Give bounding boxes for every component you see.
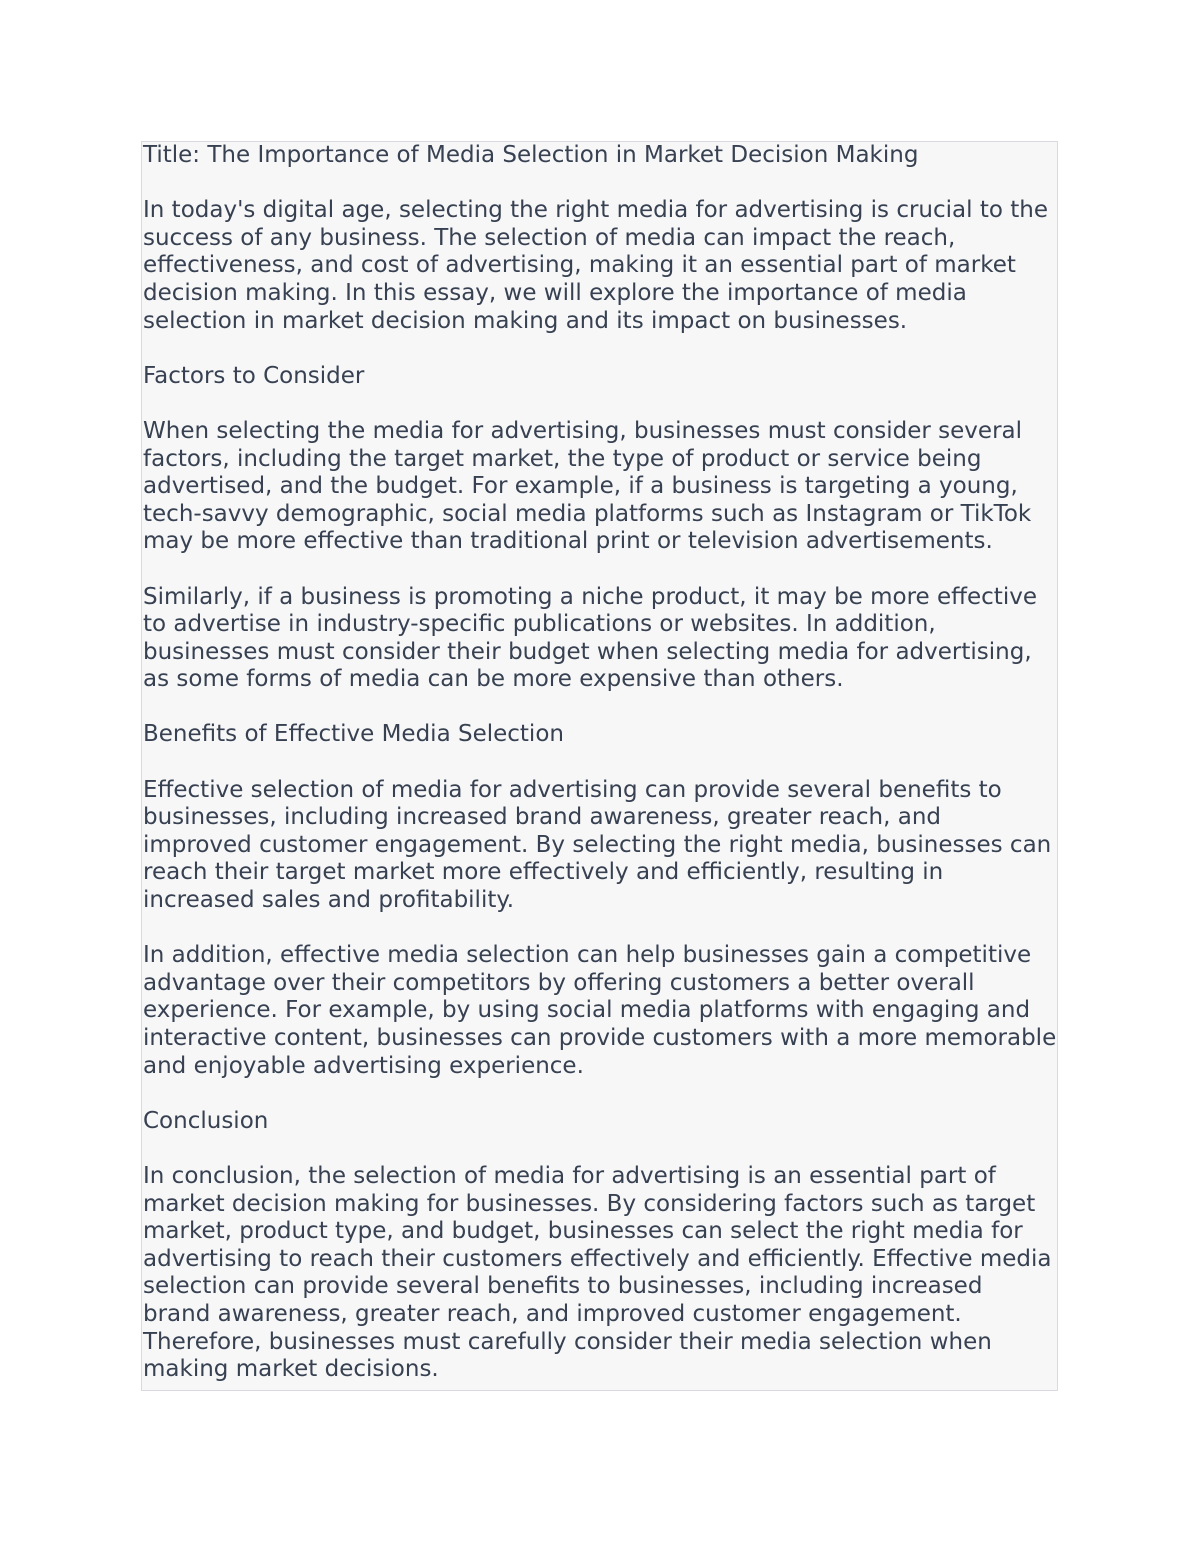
essay-title: Title: The Importance of Media Selection in Market Decision Making [143, 142, 919, 168]
factors-paragraph-2: Similarly, if a business is promoting a niche product, it may be more effective to advertise in industry-specific publications or websites. In addition, businesses must consider their budget when selecting media for advertising, as some forms of media can be more expensive than others. [143, 583, 1037, 693]
essay-intro-paragraph: In today's digital age, selecting the right media for advertising is crucial to the success of any business. The selection of media can impact the reach, effectiveness, and cost of advertising, making it an essential part of market decision making. In this essay, we will explore the importance of media selection in market decision making and its impact on businesses. [143, 197, 1048, 334]
section-heading-conclusion: Conclusion [143, 1107, 269, 1134]
conclusion-paragraph: In conclusion, the selection of media for advertising is an essential part of market decision making for businesses. By considering factors such as target market, product type, and budget, businesses can select the right media for advertising to reach their customers effectively and efficiently. Effective media selection can provide several benefits to businesses, including increased brand awareness, greater reach, and improved customer engagement. Therefore, businesses must carefully consider their media selection when making market decisions. [143, 1162, 1052, 1383]
section-heading-factors: Factors to Consider [143, 362, 365, 389]
benefits-paragraph-1: Effective selection of media for advertising can provide several benefits to businesses, including increased brand awareness, greater reach, and improved customer engagement. By selecting the right media, businesses can reach their target market more effectively and efficiently, resulting in increased sales and profitability. [143, 776, 1052, 914]
section-heading-benefits: Benefits of Effective Media Selection [143, 721, 564, 748]
essay-text-box [141, 141, 1058, 1391]
benefits-paragraph-2: In addition, effective media selection can help businesses gain a competitive advantage over their competitors by offering customers a better overall experience. For example, by using social media platforms with engaging and interactive content, businesses can provide customers with a more memorable and enjoyable advertising experience. [143, 942, 1057, 1079]
factors-paragraph-1: When selecting the media for advertising, businesses must consider several factors, including the target market, the type of product or service being advertised, and the budget. For example, if a business is targeting a young, tech-savvy demographic, social media platforms such as Instagram or TikTok may be more effective than traditional print or television advertisements. [143, 417, 1032, 555]
